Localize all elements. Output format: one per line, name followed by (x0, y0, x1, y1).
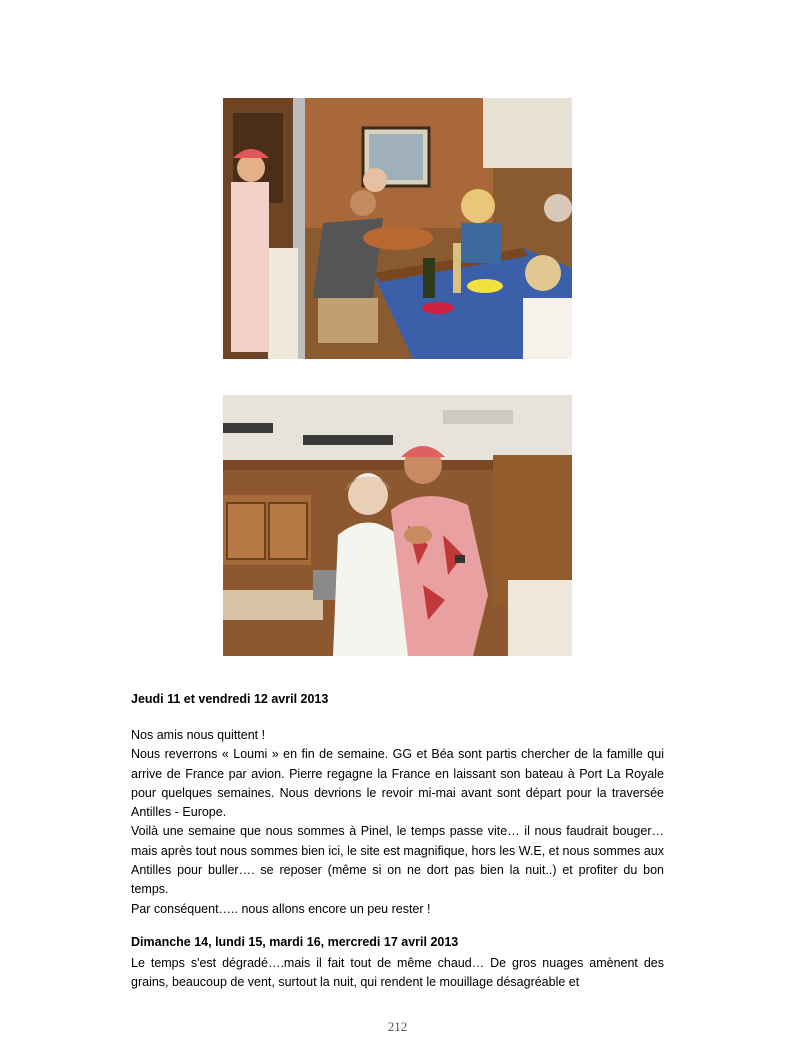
section-heading-april-14-17: Dimanche 14, lundi 15, mardi 16, mercredi 17 avril 2013 (131, 935, 459, 949)
paragraph: Voilà une semaine que nous sommes à Pinel, le temps passe vite… il nous faudrait bouger… mais après tout nous sommes bien ici, le site est magnifique, hors les W.E, et nous sommes aux Antilles pour buller…. se reposer (même si on ne dort pas bien la nuit..) et profiter du bon temps. (131, 824, 664, 897)
section-heading-april-11-12: Jeudi 11 et vendredi 12 avril 2013 (131, 692, 329, 706)
photo-dancing-couple-illustration (223, 395, 572, 656)
paragraph: Par conséquent….. nous allons encore un peu rester ! (131, 901, 431, 916)
paragraph: Nos amis nous quittent ! (131, 728, 266, 742)
page-number: 212 (387, 1019, 408, 1034)
section-body-april-14-17 (131, 954, 664, 993)
paragraph: Nous reverrons « Loumi » en fin de semaine. GG et Béa sont partis chercher de la famille qui arrive de France par avion. Pierre regagne la France en laissant son bateau à Port La Royale pour quelques semaines. Nous devrions le revoir mi-mai avant sont départ pour la traversée Antilles - Europe. (131, 747, 664, 820)
photo-cabin-party-illustration (223, 98, 572, 359)
paragraph: Le temps s'est dégradé….mais il fait tout de même chaud… De gros nuages amènent des grains, beaucoup de vent, surtout la nuit, qui rendent le mouillage désagréable et (131, 956, 664, 990)
photo-cabin-party (223, 98, 572, 359)
section-body-april-11-12 (131, 726, 664, 919)
photo-dancing-couple (223, 395, 572, 656)
